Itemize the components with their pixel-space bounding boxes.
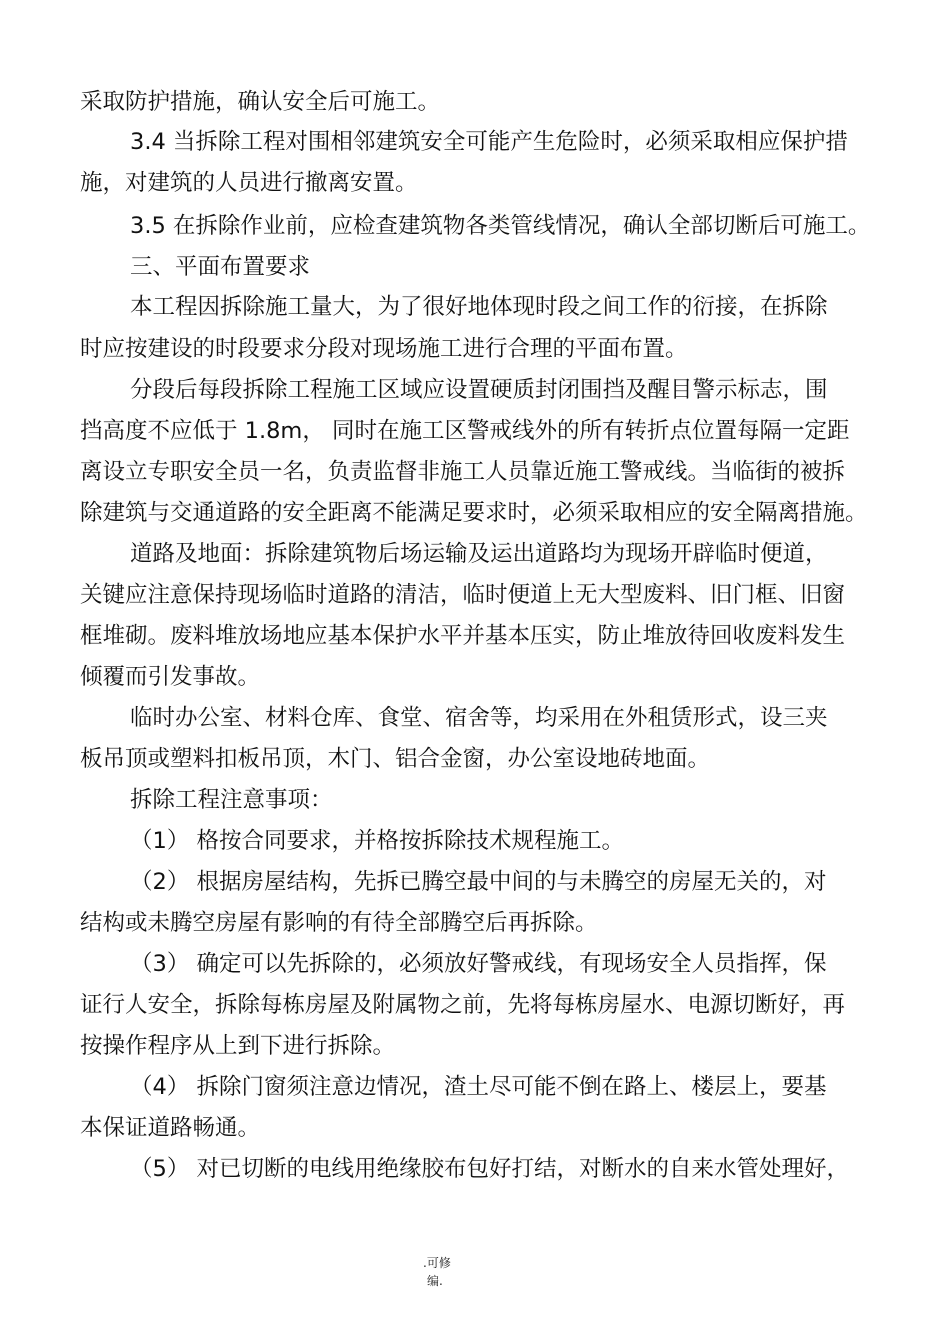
text-line: 3.5 在拆除作业前，应检查建筑物各类管线情况，确认全部切断后可施工。 bbox=[130, 213, 871, 239]
text-line: 证行人安全，拆除每栋房屋及附属物之前，先将每栋房屋水、电源切断好，再 bbox=[80, 992, 846, 1018]
footer-line-2: 编. bbox=[427, 1274, 443, 1288]
text-line: 本工程因拆除施工量大，为了很好地体现时段之间工作的衍接，在拆除 bbox=[130, 294, 828, 320]
footer-line-1: .可修 bbox=[423, 1256, 451, 1270]
text-line: 结构或未腾空房屋有影响的有待全部腾空后再拆除。 bbox=[80, 910, 598, 936]
text-line: 按操作程序从上到下进行拆除。 bbox=[80, 1033, 396, 1059]
text-line: 离设立专职安全员一名，负责监督非施工人员靠近施工警戒线。当临街的被拆 bbox=[80, 459, 846, 485]
text-line: 除建筑与交通道路的安全距离不能满足要求时，必须采取相应的安全隔离措施。 bbox=[80, 500, 868, 526]
list-item: （4） 拆除门窗须注意边情况，渣土尽可能不倒在路上、楼层上，要基 bbox=[130, 1074, 827, 1100]
text-line: 关键应注意保持现场临时道路的清洁，临时便道上无大型废料、旧门框、旧窗 bbox=[80, 582, 846, 608]
text-line: 挡高度不应低于 1.8m， 同时在施工区警戒线外的所有转折点位置每隔一定距 bbox=[80, 418, 850, 444]
list-item: （3） 确定可以先拆除的，必须放好警戒线，有现场安全人员指挥，保 bbox=[130, 951, 827, 977]
text-line: 拆除工程注意事项： bbox=[130, 787, 333, 813]
section-heading: 三、平面布置要求 bbox=[130, 254, 311, 280]
text-line: 框堆砌。废料堆放场地应基本保护水平并基本压实，防止堆放待回收废料发生 bbox=[80, 623, 846, 649]
text-line: 采取防护措施，确认安全后可施工。 bbox=[80, 89, 441, 115]
text-line: 分段后每段拆除工程施工区域应设置硬质封闭围挡及醒目警示标志，围 bbox=[130, 377, 828, 403]
text-line: 时应按建设的时段要求分段对现场施工进行合理的平面布置。 bbox=[80, 336, 688, 362]
text-line: 施，对建筑的人员进行撤离安置。 bbox=[80, 170, 418, 196]
text-line: 3.4 当拆除工程对围相邻建筑安全可能产生危险时，必须采取相应保护措 bbox=[130, 129, 848, 155]
text-line: 道路及地面：拆除建筑物后场运输及运出道路均为现场开辟临时便道， bbox=[130, 541, 828, 567]
text-line: 倾覆而引发事故。 bbox=[80, 664, 261, 690]
text-line: 板吊顶或塑料扣板吊顶，木门、铝合金窗，办公室设地砖地面。 bbox=[80, 746, 711, 772]
text-line: 临时办公室、材料仓库、食堂、宿舍等，均采用在外租赁形式，设三夹 bbox=[130, 705, 828, 731]
list-item: （1） 格按合同要求，并格按拆除技术规程施工。 bbox=[130, 828, 624, 854]
text-line: 本保证道路畅通。 bbox=[80, 1115, 261, 1141]
list-item: （2） 根据房屋结构，先拆已腾空最中间的与未腾空的房屋无关的，对 bbox=[130, 869, 827, 895]
list-item: （5） 对已切断的电线用绝缘胶布包好打结，对断水的自来水管处理好， bbox=[130, 1156, 849, 1182]
